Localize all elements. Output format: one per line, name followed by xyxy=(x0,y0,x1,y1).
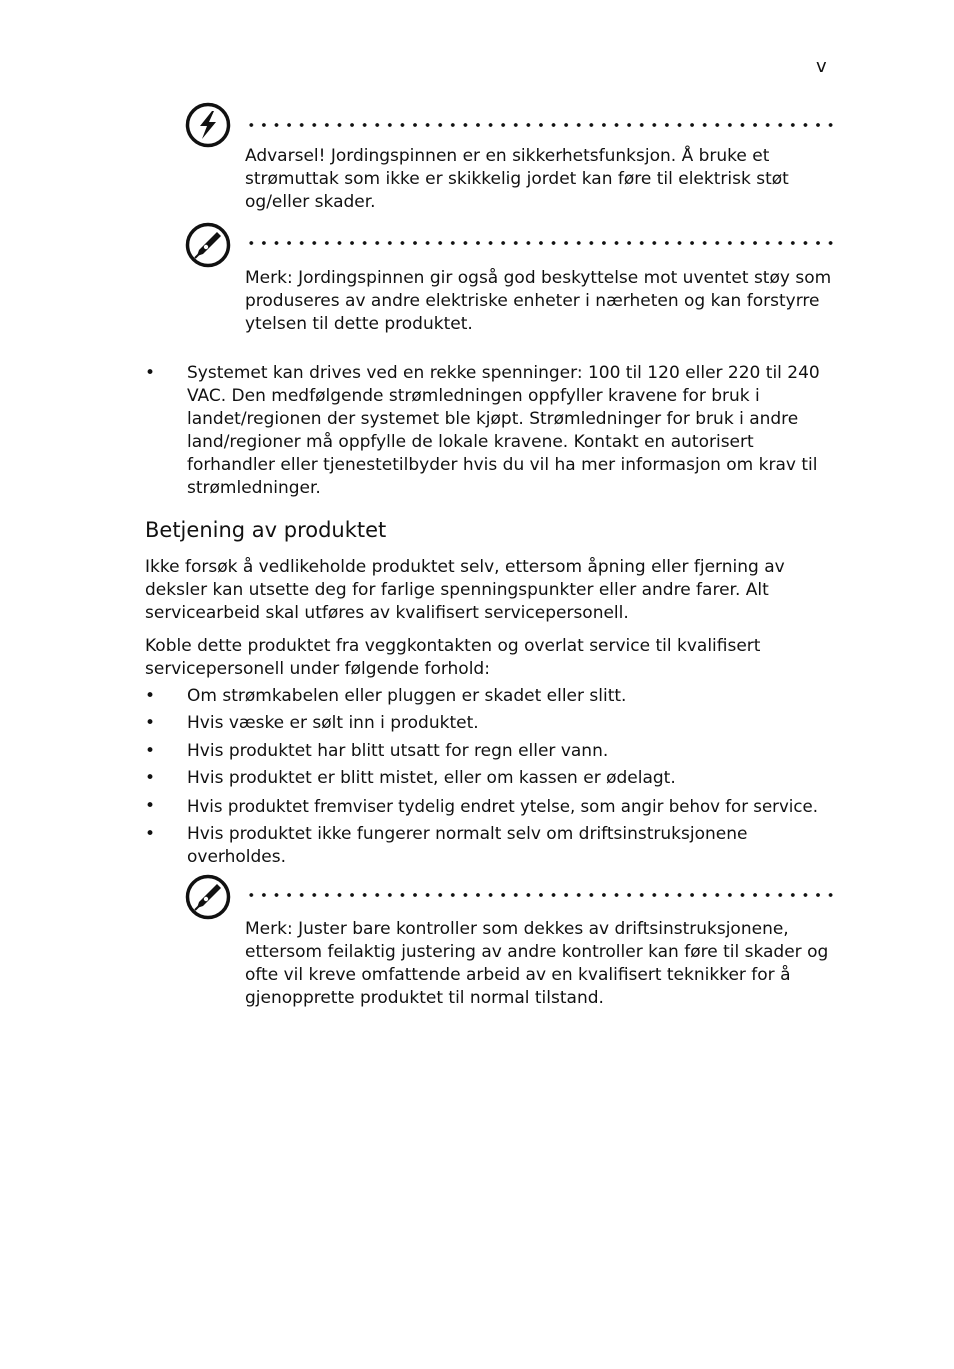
divider-dots xyxy=(245,123,833,127)
warning-block xyxy=(185,102,833,222)
list-item-text: Hvis væske er sølt inn i produktet. xyxy=(187,713,479,733)
bullet: • xyxy=(145,686,156,706)
note-block xyxy=(185,874,833,1014)
bullet: • xyxy=(145,363,156,383)
divider-dots xyxy=(245,893,833,897)
pen-note-icon xyxy=(185,874,231,920)
list-item-text: Hvis produktet er blitt mistet, eller om kassen er ødelagt. xyxy=(187,768,676,788)
note-block xyxy=(185,222,833,342)
note-body: Juster bare kontroller som dekkes av driftsinstruksjonene, ettersom feilaktig justering av andre kontroller kan føre til skader og ofte vil kreve omfattende arbeid av en kvalifisert teknikker for å gjenopprette produktet til normal tilstand. xyxy=(245,919,829,1008)
page-number: v xyxy=(816,56,827,77)
bullet: • xyxy=(145,824,156,844)
list-item-text: Hvis produktet har blitt utsatt for regn eller vann. xyxy=(187,741,609,761)
note-text xyxy=(245,918,833,1010)
list-item-text: Hvis produktet fremviser tydelig endret ytelse, som angir behov for service. xyxy=(187,797,819,816)
pen-note-icon xyxy=(185,222,231,268)
paragraph: Ikke forsøk å vedlikeholde produktet selv, ettersom åpning eller fjerning av deksler kan utsette deg for farlige spenningspunkter eller andre farer. Alt servicearbeid skal utføres av kvalifisert servicepersonell. xyxy=(145,557,785,623)
paragraph: Koble dette produktet fra veggkontakten og overlat service til kvalifisert servicepersonell under følgende forhold: xyxy=(145,636,761,679)
warning-text: Advarsel! Jordingspinnen er en sikkerhetsfunksjon. Å bruke et strømuttak som ikke er skikkelig jordet kan føre til elektrisk støt og/eller skader. xyxy=(245,146,789,212)
bullet: • xyxy=(145,796,156,816)
section-heading: Betjening av produktet xyxy=(145,518,387,542)
note-label: Merk: xyxy=(245,268,293,288)
lightning-warning-icon xyxy=(185,102,231,148)
bullet: • xyxy=(145,741,156,761)
note-text xyxy=(245,267,833,336)
bullet: • xyxy=(145,713,156,733)
note-body: Jordingspinnen gir også god beskyttelse mot uventet støy som produseres av andre elektriske enheter i nærheten og kan forstyrre ytelsen til dette produktet. xyxy=(245,268,832,334)
divider-dots xyxy=(245,241,833,245)
note-label: Merk: xyxy=(245,919,293,939)
list-item-text: Om strømkabelen eller pluggen er skadet eller slitt. xyxy=(187,686,627,706)
list-item-text: Hvis produktet ikke fungerer normalt selv om driftsinstruksjonene overholdes. xyxy=(187,824,748,867)
list-item-text: Systemet kan drives ved en rekke spenninger: 100 til 120 eller 220 til 240 VAC. Den medfølgende strømledningen oppfyller kravene for bruk i landet/regionen der systemet ble kjøpt. Strømledninger for bruk i andre land/regioner må oppfylle de lokale kravene. Kontakt en autorisert forhandler eller tjenestetilbyder hvis du vil ha mer informasjon om krav til strømledninger. xyxy=(187,363,820,498)
bullet: • xyxy=(145,768,156,788)
